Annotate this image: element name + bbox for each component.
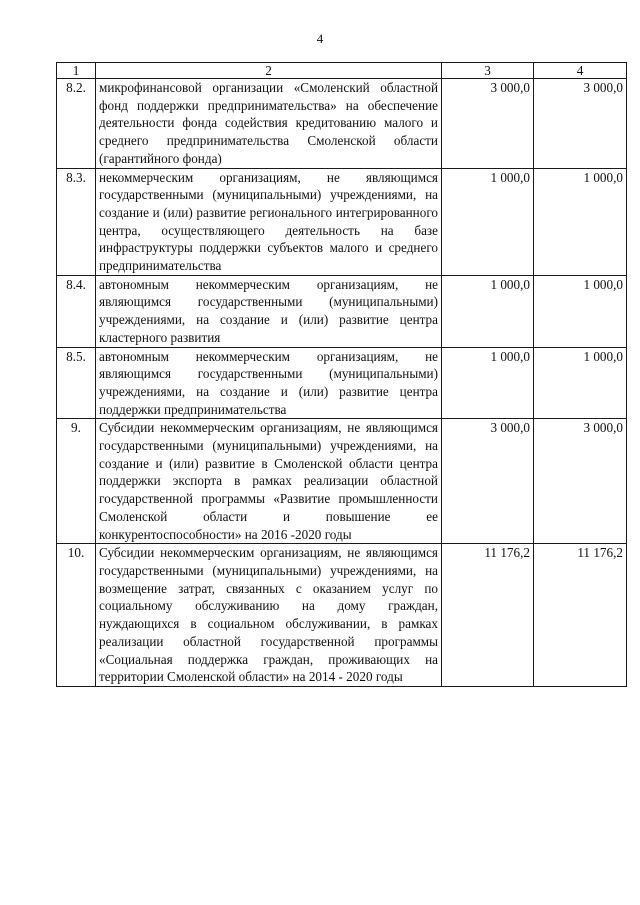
row-amount-col4: 11 176,2 <box>534 544 627 687</box>
row-description: Субсидии некоммерческим организациям, не являющимся государственными (муниципальными) учреждениями, на возмещение затрат, связанных с оказанием услуг по социальному обслуживанию на дому граждан, нуждающихся в социальном обслуживании, в рамках реализации областной государственной программы «Социальная поддержка граждан, проживающих на территории Смоленской области» на 2014 - 2020 годы <box>96 544 442 687</box>
row-amount-col3: 1 000,0 <box>442 275 534 347</box>
row-number: 8.5. <box>57 347 96 419</box>
table-row <box>57 419 627 544</box>
row-amount-col4: 1 000,0 <box>534 347 627 419</box>
row-amount-col4: 3 000,0 <box>534 419 627 544</box>
header-col-1: 1 <box>57 63 96 79</box>
row-amount-col4: 1 000,0 <box>534 275 627 347</box>
table-row <box>57 168 627 275</box>
header-col-2: 2 <box>96 63 442 79</box>
row-amount-col3: 3 000,0 <box>442 79 534 169</box>
row-description: автономным некоммерческим организациям, не являющимся государственными (муниципальными) учреждениями, на создание и (или) развитие центра поддержки предпринимательства <box>96 347 442 419</box>
header-col-4: 4 <box>534 63 627 79</box>
row-description: автономным некоммерческим организациям, не являющимся государственными (муниципальными) учреждениями, на создание и (или) развитие центра кластерного развития <box>96 275 442 347</box>
row-amount-col4: 1 000,0 <box>534 168 627 275</box>
row-description: Субсидии некоммерческим организациям, не являющимся государственными (муниципальными) учреждениями, на создание и (или) развитие в Смоленской области центра поддержки экспорта в рамках реализации областной государственной программы «Развитие промышленности Смоленской области и повышение ее конкурентоспособности» на 2016 -2020 годы <box>96 419 442 544</box>
row-amount-col3: 11 176,2 <box>442 544 534 687</box>
row-amount-col3: 3 000,0 <box>442 419 534 544</box>
table-row <box>57 544 627 687</box>
row-number: 10. <box>57 544 96 687</box>
table-header-row <box>57 63 627 79</box>
row-number: 9. <box>57 419 96 544</box>
row-number: 8.3. <box>57 168 96 275</box>
table-row <box>57 347 627 419</box>
row-number: 8.4. <box>57 275 96 347</box>
row-number: 8.2. <box>57 79 96 169</box>
row-amount-col3: 1 000,0 <box>442 347 534 419</box>
page-number: 4 <box>316 31 324 46</box>
header-col-3: 3 <box>442 63 534 79</box>
table-row <box>57 79 627 169</box>
budget-table <box>56 62 627 687</box>
row-description: микрофинансовой организации «Смоленский областной фонд поддержки предпринимательства» на обеспечение деятельности фонда содействия кредитованию малого и среднего предпринимательства Смоленской области (гарантийного фонда) <box>96 79 442 169</box>
row-amount-col4: 3 000,0 <box>534 79 627 169</box>
row-description: некоммерческим организациям, не являющимся государственными (муниципальными) учреждениями, на создание и (или) развитие регионального интегрированного центра, осуществляющего деятельность на базе инфраструктуры поддержки субъектов малого и среднего предпринимательства <box>96 168 442 275</box>
table-row <box>57 275 627 347</box>
row-amount-col3: 1 000,0 <box>442 168 534 275</box>
